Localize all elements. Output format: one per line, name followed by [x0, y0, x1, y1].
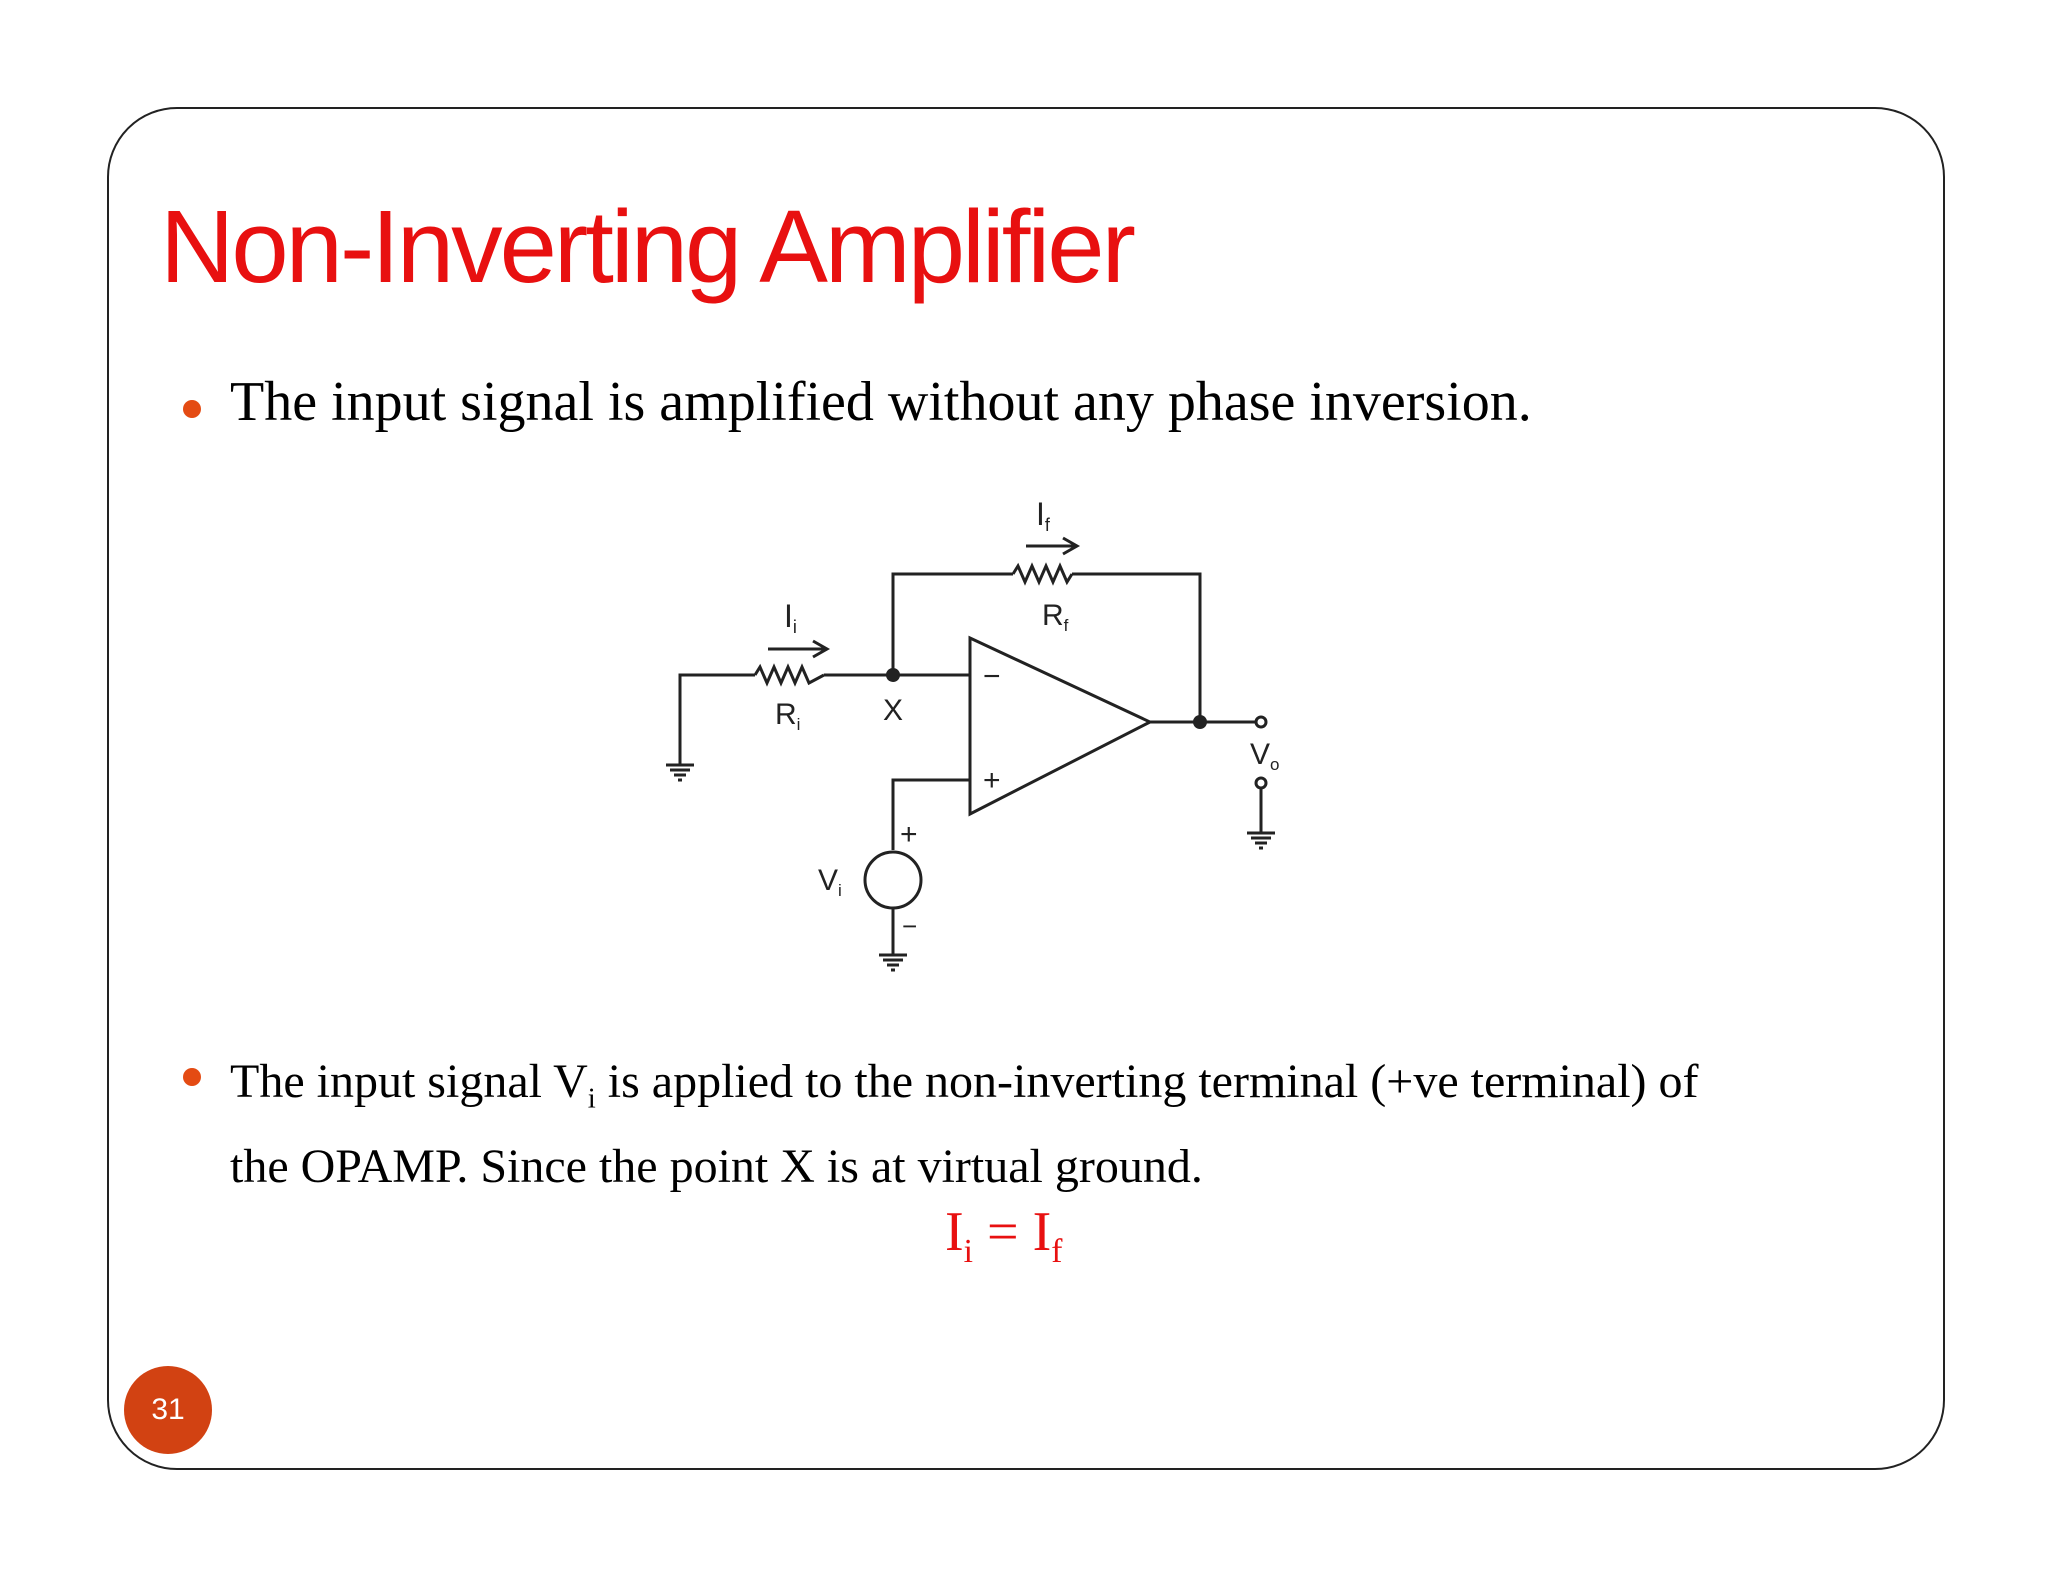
bullet-dot-2 — [183, 1068, 201, 1086]
current-arrows — [768, 538, 1077, 657]
source-plus-sign: + — [900, 818, 918, 851]
label-x: X — [883, 694, 904, 727]
source-minus-sign: − — [902, 911, 918, 941]
opamp-minus-sign: − — [983, 660, 1001, 693]
ground-source-icon — [879, 955, 907, 970]
page-number-badge: 31 — [124, 1366, 212, 1454]
label-vo: $V_o$ — [1250, 738, 1280, 774]
slide-title: Non-Inverting Amplifier — [160, 189, 1133, 304]
output-terminal — [1256, 717, 1266, 727]
output-node-dot — [1193, 715, 1207, 729]
label-ii: Ii — [784, 598, 797, 637]
label-ri: $R_i$ — [775, 698, 801, 734]
bullet-text-2-line-2: the OPAMP. Since the point X is at virtual ground. — [230, 1139, 1203, 1193]
feedback-wire-right — [1072, 574, 1200, 722]
label-rf: $R_f$ — [1042, 599, 1069, 635]
node-x-dot — [886, 668, 900, 682]
output-ground-terminal — [1256, 778, 1266, 788]
current-equation: $I_i = I_f$ — [945, 1201, 1063, 1271]
opamp-plus-sign: + — [983, 764, 1001, 797]
bullet-text-2 — [230, 1048, 1699, 1201]
input-ground-wire — [680, 675, 755, 765]
bullet-text-2-line-1: The input signal $V_i$ is applied to the non-inverting terminal (+ve terminal) of — [230, 1055, 1699, 1115]
feedback-resistor — [1013, 566, 1072, 582]
label-if: If — [1036, 496, 1050, 535]
ground-output-icon — [1247, 833, 1275, 848]
input-resistor — [755, 667, 824, 683]
voltage-source — [865, 852, 921, 908]
label-vi: $V_i$ — [818, 864, 842, 900]
bullet-text-1: The input signal is amplified without any phase inversion. — [230, 371, 1532, 433]
ground-input-icon — [666, 765, 694, 780]
